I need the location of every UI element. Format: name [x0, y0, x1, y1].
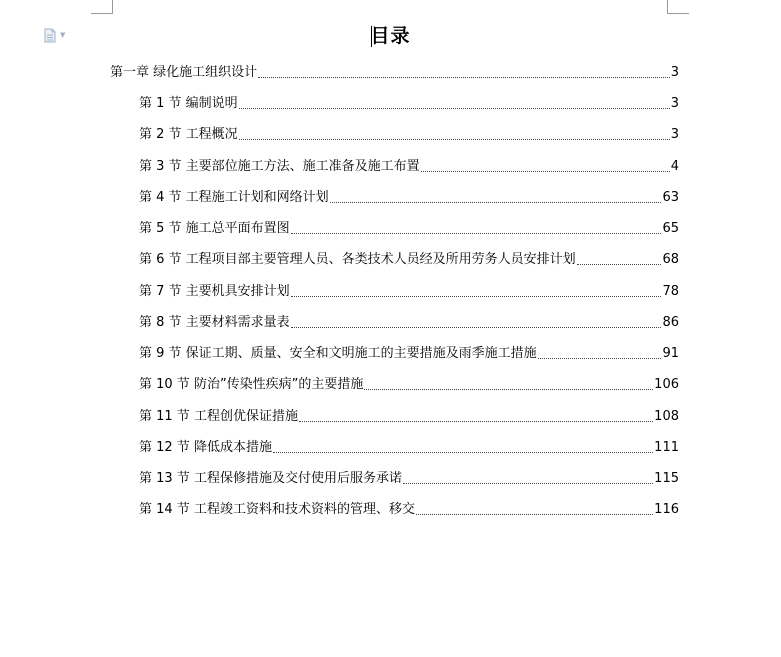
toc-entry-label: 第 5 节 施工总平面布置图 — [139, 221, 290, 236]
toc-entry-page: 3 — [670, 65, 679, 80]
toc-entry-page: 115 — [654, 471, 679, 486]
toc-leader-dots — [577, 264, 662, 265]
toc-entry-page: 63 — [662, 190, 679, 205]
toc-entry-label: 第 13 节 工程保修措施及交付使用后服务承诺 — [139, 471, 402, 486]
toc-entry-label: 第 8 节 主要材料需求量表 — [139, 315, 290, 330]
toc-leader-dots — [403, 483, 653, 484]
toc-entry-page: 3 — [670, 127, 679, 142]
toc-chapter-1[interactable] — [110, 62, 679, 82]
toc-leader-dots — [330, 202, 662, 203]
toc-leader-dots — [239, 108, 670, 109]
toc-entry-page: 65 — [662, 221, 679, 236]
toc-leader-dots — [273, 452, 653, 453]
toc-section-7[interactable] — [139, 281, 679, 301]
toc-title: 目录 — [370, 25, 411, 47]
toc-section-10[interactable] — [139, 374, 679, 394]
toc-entry-label: 第 6 节 工程项目部主要管理人员、各类技术人员经及所用劳务人员安排计划 — [139, 252, 576, 267]
toc-leader-dots — [291, 296, 662, 297]
toc-leader-dots — [291, 327, 662, 328]
toc-section-3[interactable] — [139, 156, 679, 176]
toc-entry-page: 106 — [654, 377, 679, 392]
toc-entry-page: 91 — [662, 346, 679, 361]
toc-entry-label: 第 2 节 工程概况 — [139, 127, 238, 142]
toc-leader-dots — [538, 358, 662, 359]
toc-leader-dots — [364, 389, 653, 390]
toc-entry-label: 第一章 绿化施工组织设计 — [110, 65, 258, 80]
toc-entry-label: 第 12 节 降低成本措施 — [139, 440, 272, 455]
toc-section-11[interactable] — [139, 406, 679, 426]
toc-section-12[interactable] — [139, 437, 679, 457]
toc-entry-page: 86 — [662, 315, 679, 330]
toc-leader-dots — [239, 139, 670, 140]
toc-entry-page: 3 — [670, 96, 679, 111]
toc-entry-label: 第 14 节 工程竣工资料和技术资料的管理、移交 — [139, 502, 415, 517]
toc-section-9[interactable] — [139, 343, 679, 363]
toc-entry-label: 第 9 节 保证工期、质量、安全和文明施工的主要措施及雨季施工措施 — [139, 346, 537, 361]
toc-section-13[interactable] — [139, 468, 679, 488]
toc-entry-page: 116 — [654, 502, 679, 517]
toc-entry-label: 第 3 节 主要部位施工方法、施工准备及施工布置 — [139, 159, 420, 174]
toc-entry-label: 第 10 节 防治”传染性疾病”的主要措施 — [139, 377, 364, 392]
toc-entry-page: 4 — [670, 159, 679, 174]
toc-section-14[interactable] — [139, 499, 679, 519]
page-corner-mark-left — [91, 0, 113, 14]
toc-section-8[interactable] — [139, 312, 679, 332]
toc-entry-page: 111 — [654, 440, 679, 455]
toc-leader-dots — [291, 233, 662, 234]
toc-section-5[interactable] — [139, 218, 679, 238]
toc-section-6[interactable] — [139, 249, 679, 269]
toc-entry-page: 78 — [662, 284, 679, 299]
toc-leader-dots — [258, 77, 670, 78]
toc-leader-dots — [421, 171, 670, 172]
toc-entry-label: 第 4 节 工程施工计划和网络计划 — [139, 190, 329, 205]
toc-section-2[interactable] — [139, 124, 679, 144]
toc-entry-page: 108 — [654, 409, 679, 424]
toc-leader-dots — [416, 514, 653, 515]
toc-section-1[interactable] — [139, 93, 679, 113]
toc-entry-label: 第 7 节 主要机具安排计划 — [139, 284, 290, 299]
caret-down-icon: ▼ — [60, 30, 66, 39]
page-corner-mark-right — [667, 0, 689, 14]
toc-section-4[interactable] — [139, 187, 679, 207]
toc-leader-dots — [299, 421, 653, 422]
toc-entry-page: 68 — [662, 252, 679, 267]
toc-entry-label: 第 1 节 编制说明 — [139, 96, 238, 111]
toc-entry-label: 第 11 节 工程创优保证措施 — [139, 409, 298, 424]
